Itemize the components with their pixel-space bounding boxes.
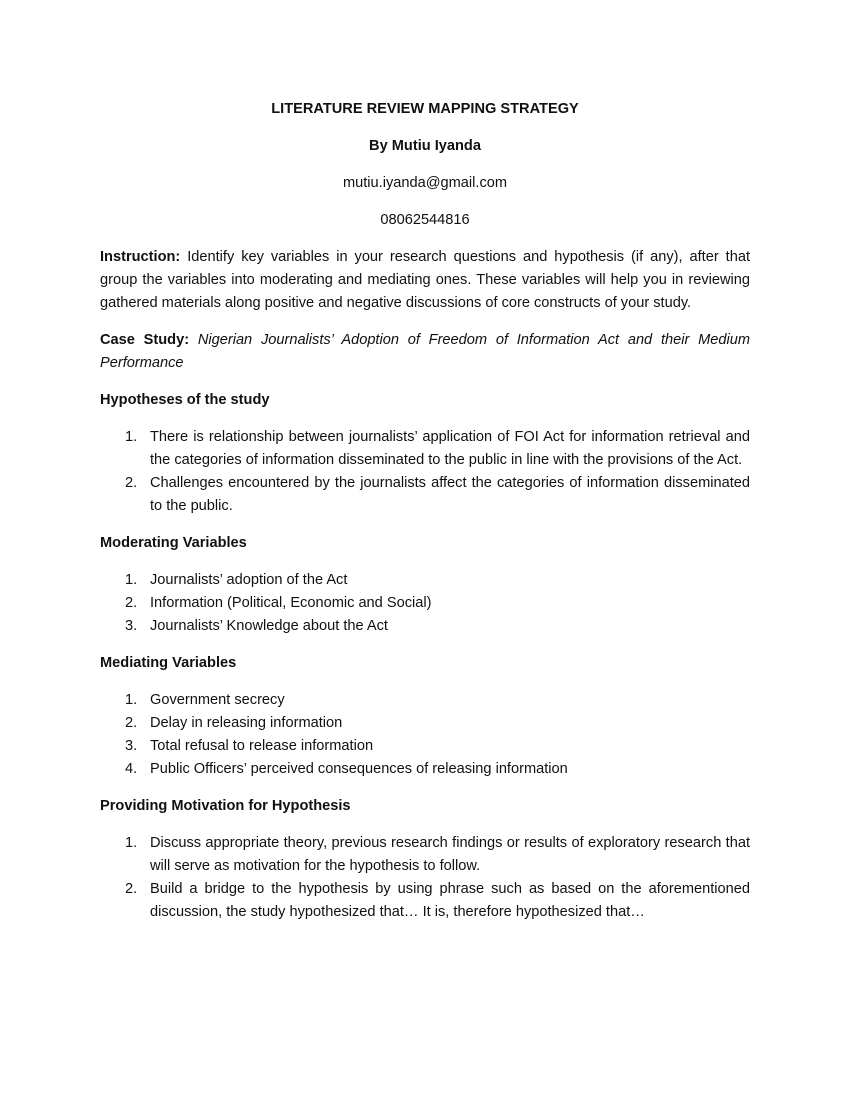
list-item-text: Challenges encountered by the journalists affect the categories of information disseminated to the public.: [150, 475, 750, 514]
list-number: 2.: [125, 715, 138, 731]
instruction-text: Identify key variables in your research questions and hypothesis (if any), after that group the variables into moderating and mediating ones. These variables will help you in reviewing gathered materials along positive and negative discussions of core constructs of your study.: [100, 249, 750, 311]
list-item: [100, 832, 750, 878]
list-number: 1.: [125, 692, 138, 708]
case-study-text: Nigerian Journalists’ Adoption of Freedom of Information Act and their Medium Performance: [100, 332, 750, 371]
hypotheses-heading: Hypotheses of the study: [100, 392, 270, 408]
moderating-list: [100, 569, 750, 638]
motivation-heading: Providing Motivation for Hypothesis: [100, 798, 351, 814]
list-item: [100, 735, 750, 758]
list-item-text: Journalists’ Knowledge about the Act: [150, 618, 388, 634]
list-item-text: Journalists’ adoption of the Act: [150, 572, 348, 588]
list-item: [100, 426, 750, 472]
list-item: [100, 592, 750, 615]
list-number: 2.: [125, 595, 138, 611]
list-number: 1.: [125, 835, 138, 851]
hypotheses-list: [100, 426, 750, 518]
motivation-list: [100, 832, 750, 924]
list-item-text: Build a bridge to the hypothesis by using phrase such as based on the aforementioned discussion, the study hypothesized that… It is, therefore hypothesized that…: [150, 881, 750, 920]
list-item: [100, 758, 750, 781]
list-item: [100, 569, 750, 592]
author-line: By Mutiu Iyanda: [369, 138, 481, 154]
list-number: 2.: [125, 881, 138, 897]
list-item-text: There is relationship between journalists’ application of FOI Act for information retrieval and the categories of information disseminated to the public in line with the provisions of the Act.: [150, 429, 750, 468]
list-item: [100, 689, 750, 712]
mediating-heading: Mediating Variables: [100, 655, 237, 671]
list-number: 3.: [125, 738, 138, 754]
list-number: 1.: [125, 572, 138, 588]
document-title: LITERATURE REVIEW MAPPING STRATEGY: [271, 101, 579, 117]
list-item-text: Total refusal to release information: [150, 738, 374, 754]
list-item-text: Information (Political, Economic and Social): [150, 595, 432, 611]
list-number: 4.: [125, 761, 138, 777]
instruction-paragraph: [100, 246, 750, 315]
case-study-paragraph: [100, 329, 750, 375]
list-item: [100, 615, 750, 638]
instruction-label: Instruction:: [100, 249, 181, 265]
list-item-text: Delay in releasing information: [150, 715, 343, 731]
author-email: mutiu.iyanda@gmail.com: [342, 175, 508, 191]
list-number: 3.: [125, 618, 138, 634]
list-number: 1.: [125, 429, 138, 445]
list-item-text: Public Officers’ perceived consequences of releasing information: [150, 761, 568, 777]
mediating-list: [100, 689, 750, 781]
list-item-text: Discuss appropriate theory, previous research findings or results of exploratory research that will serve as motivation for the hypothesis to follow.: [150, 835, 750, 874]
author-phone: 08062544816: [380, 212, 470, 228]
document-body: [100, 98, 750, 938]
list-item-text: Government secrecy: [150, 692, 285, 708]
case-study-label: Case Study:: [100, 332, 190, 348]
list-item: [100, 472, 750, 518]
list-item: [100, 712, 750, 735]
list-number: 2.: [125, 475, 138, 491]
list-item: [100, 878, 750, 924]
moderating-heading: Moderating Variables: [100, 535, 247, 551]
